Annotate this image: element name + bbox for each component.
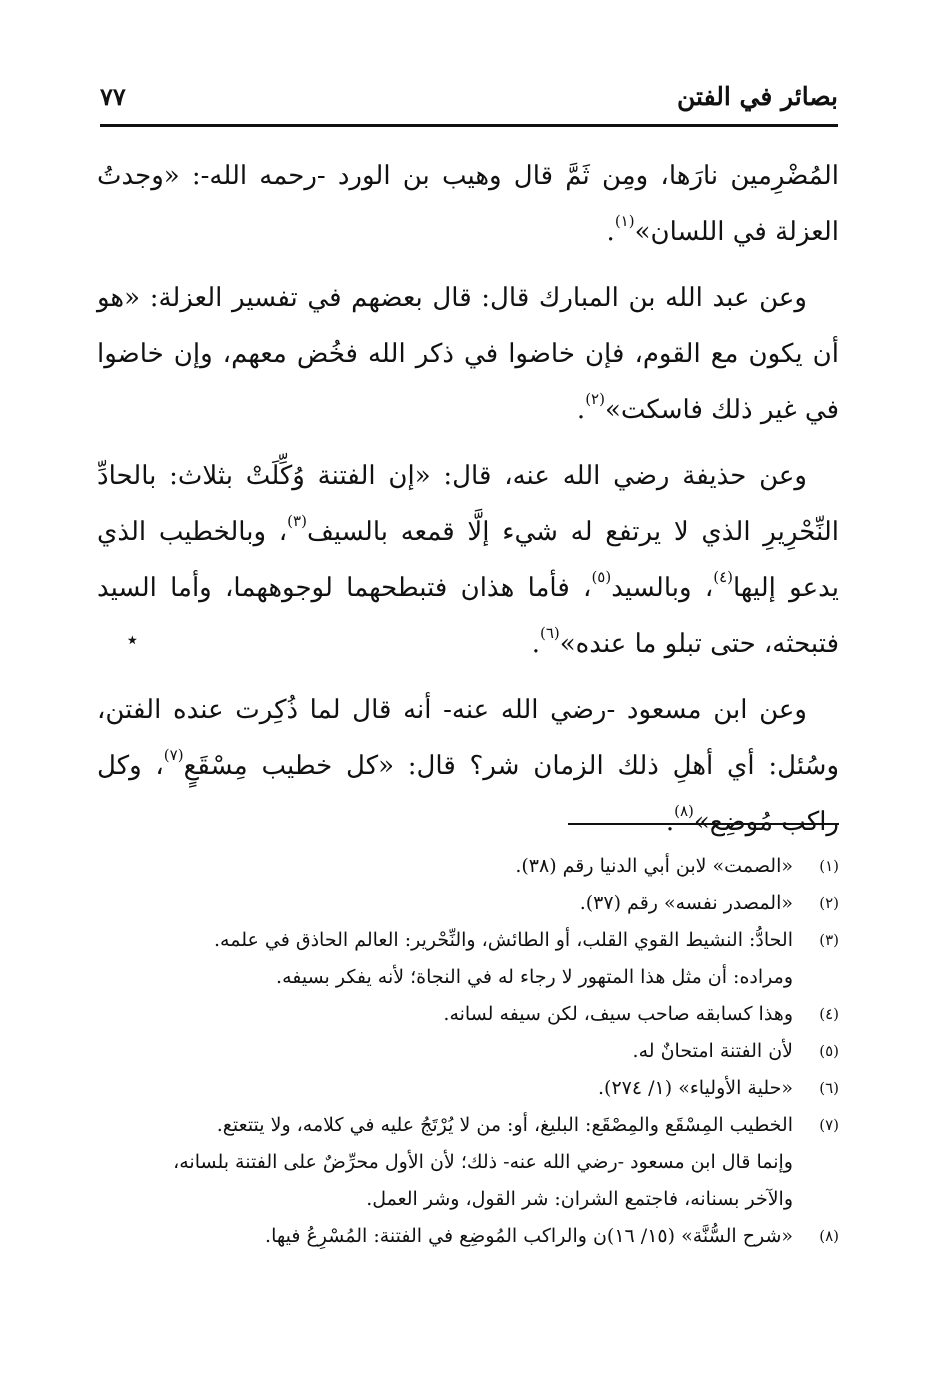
footnote-line: والآخر بسنانه، فاجتمع الشران: شر القول، وشر العمل. [366,1188,793,1210]
footnote-text [97,1033,793,1070]
footnote-text [97,885,793,922]
footnote-line: «الصمت» لابن أبي الدنيا رقم (٣٨). [515,855,793,877]
footnote-separator [568,823,839,825]
paragraph-text: . [576,395,586,425]
footnote-reference: (٢) [585,390,605,408]
footnote-text [97,922,793,996]
footnote-line: لأن الفتنة امتحانٌ له. [632,1040,793,1062]
footnote-text [97,848,793,885]
footnote-item [97,1070,839,1107]
footnote-item [97,1107,839,1218]
paragraph-text: ، وكل راكب مُوضِع» [97,751,839,837]
margin-mark: ٭ [128,630,137,649]
page-number: ٧٧ [100,82,126,111]
paragraph-text: ، وبالخطيب الذي يدعو إليها [97,517,839,603]
paragraph-text: . [606,217,615,247]
paragraph-text: . [531,629,540,659]
body-paragraph [97,148,839,260]
footnote-text [97,1070,793,1107]
page-header [100,82,838,122]
paragraph-text: ، وبالسيد [611,573,714,603]
footnote-number: (٨) [819,1227,839,1245]
footnote-number: (٧) [819,1116,839,1134]
footnote-number: (٥) [819,1042,839,1060]
footnote-line: وهذا كسابقه صاحب سيف، لكن سيفه لسانه. [443,1003,793,1025]
footnote-item [97,1033,839,1070]
footnote-number: (٢) [819,894,839,912]
body-text [97,148,839,860]
footnote-text [97,1218,793,1255]
body-paragraph [97,270,839,438]
paragraph-text: وعن ابن مسعود -رضي الله عنه- أنه قال لما ذُكِرت عنده الفتن، وسُئل: أي أهلِ ذلك الزمان شر؟ قال: «كل خطيب مِسْقَعٍ [97,695,840,781]
footnote-reference: (٨) [674,802,694,820]
footnote-line: «شرح السُّنَّة» (١٥/ ١٦)ن والراكب المُوضِع في الفتنة: المُسْرِعُ فيها. [265,1225,793,1247]
footnote-number: (٤) [819,1005,839,1023]
footnote-text [97,1107,793,1218]
footnote-line: «حلية الأولياء» (١/ ٢٧٤). [598,1077,793,1099]
footnote-item [97,885,839,922]
footnote-reference: (٤) [713,568,733,586]
footnote-number: (٦) [819,1079,839,1097]
footnote-reference: (٥) [591,568,612,586]
footnote-reference: (١) [614,212,635,230]
footnote-line: الحادُّ: النشيط القوي القلب، أو الطائش، والنِّحْرير: العالم الحاذق في علمه. [214,929,793,951]
running-title: بصائر في الفتن [677,82,838,111]
footnote-reference: (٦) [539,624,560,642]
footnotes [97,848,839,1255]
footnote-line: وإنما قال ابن مسعود -رضي الله عنه- ذلك؛ لأن الأول محرِّضٌ على الفتنة بلسانه، [173,1151,793,1173]
footnote-item [97,996,839,1033]
footnote-line: الخطيب المِسْقَع والمِصْقَع: البليغ، أو: من لا يُرْتَجُ عليه في كلامه، ولا يتتعتع. [216,1114,793,1136]
footnote-line: ومراده: أن مثل هذا المتهور لا رجاء له في النجاة؛ لأنه يفكر بسيفه. [276,966,793,988]
paragraph-text: وعن حذيفة رضي الله عنه، قال: «إن الفتنة وُكِّلَتْ بثلاث: بالحادِّ النِّحْرِيرِ الذي لا يرتفع له شيء إلَّا قمعه بالسيف [97,461,840,547]
header-rule [100,124,838,127]
footnote-item [97,1218,839,1255]
footnote-item [97,848,839,885]
footnote-reference: (٧) [163,746,184,764]
body-paragraph [97,448,839,672]
paragraph-text: . [665,807,675,837]
footnote-number: (٣) [819,931,839,949]
footnote-text [97,996,793,1033]
footnote-line: «المصدر نفسه» رقم (٣٧). [579,892,793,914]
paragraph-text: المُضْرِمين نارَها، ومِن ثَمَّ قال وهيب بن الورد -رحمه الله-: «وجدتُ العزلة في اللسان» [97,161,839,247]
footnote-reference: (٣) [287,512,307,530]
footnote-number: (١) [819,857,839,875]
footnote-item [97,922,839,996]
paragraph-text: ، فأما هذان فتبطحهما لوجوههما، وأما السيد فتبحثه، حتى تبلو ما عنده» [97,573,839,659]
paragraph-text: وعن عبد الله بن المبارك قال: قال بعضهم في تفسير العزلة: «هو أن يكون مع القوم، فإن خاضوا في ذكر الله فخُض معهم، وإن خاضوا في غير ذلك فاسكت» [97,283,839,425]
